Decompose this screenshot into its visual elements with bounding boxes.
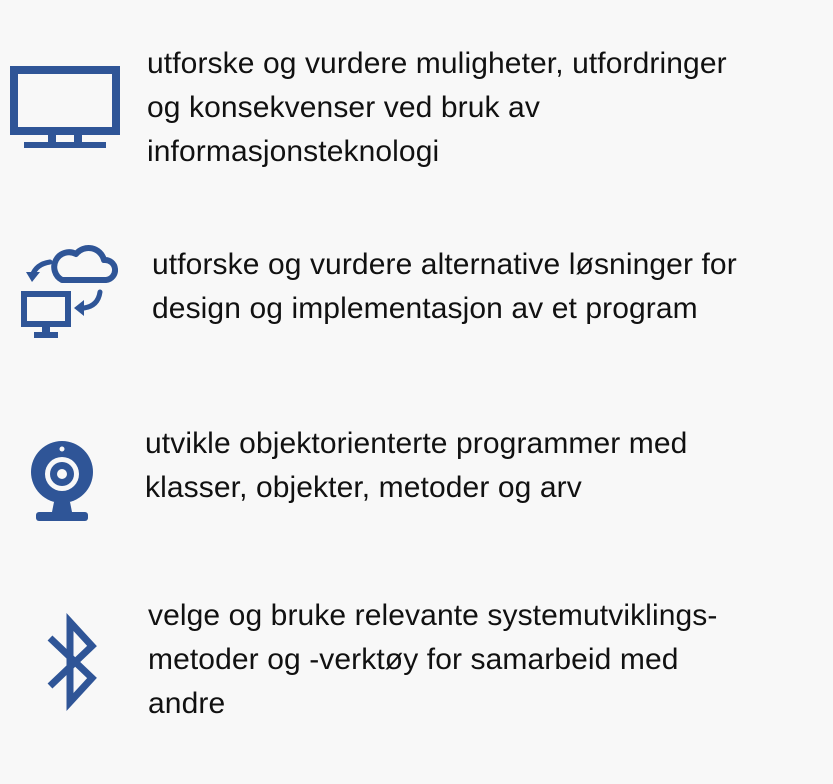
goal-1-line-3: informasjonsteknologi (147, 135, 440, 168)
goal-2-line-2: design og implementasjon av et program (152, 292, 698, 325)
goal-text-2 (152, 243, 737, 331)
webcam-icon (24, 440, 100, 524)
goal-4-line-3: andre (148, 687, 226, 720)
goal-3-line-1: utvikle objektorienterte programmer med (145, 427, 688, 460)
goal-1-line-2: og konsekvenser ved bruk av (147, 91, 540, 124)
goal-text-4 (148, 594, 717, 726)
monitor-icon (10, 66, 120, 150)
goal-4-line-2: metoder og -verktøy for samarbeid med (148, 643, 679, 676)
bluetooth-icon (44, 612, 100, 712)
goal-text-1 (147, 42, 727, 174)
goal-3-line-2: klasser, objekter, metoder og arv (145, 471, 582, 504)
goal-text-3 (145, 422, 687, 510)
goal-2-line-1: utforske og vurdere alternative løsninger for (152, 248, 737, 281)
cloud-sync-icon (18, 242, 118, 342)
goal-1-line-1: utforske og vurdere muligheter, utfordringer (147, 47, 727, 80)
goal-4-line-1: velge og bruke relevante systemutviklings- (148, 599, 718, 632)
